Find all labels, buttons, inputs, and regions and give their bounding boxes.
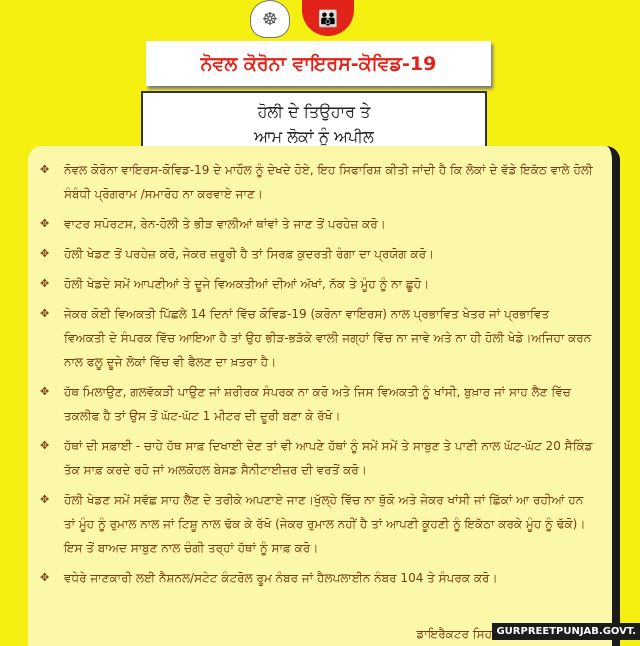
bullet-icon: ✥: [40, 217, 50, 230]
punjab-government-emblem-icon: ☸: [250, 0, 290, 38]
bullet-icon: ✥: [40, 307, 50, 320]
advisory-card: [28, 146, 620, 646]
list-item: [40, 566, 594, 590]
list-item-text: ਹੋਲੀ ਖੇਡਣ ਸਮੇਂ ਸਵੱਛ ਸਾਹ ਲੈਣ ਦੇ ਤਰੀਕੇ ਅਪਣਾਏ ਜਾਣ।ਖੁੱਲ੍ਹੇ ਵਿੱਚ ਨਾ ਥੁੱਕੋ ਅਤੇ ਜੇਕਰ ਖਾਂਸੀ ਜਾਂ ਛਿੱਕਾਂ ਆ ਰਹੀਆਂ ਹਨ ਤਾਂ ਮੂੰਹ ਨੂੰ ਰੁਮਾਲ ਨਾਲ ਜਾਂ ਟਿਸ਼ੂ ਨਾਲ ਢੱਕ ਕੇ ਰੱਖੋ (ਜੇਕਰ ਰੁਮਾਲ ਨਹੀਂ ਹੈ ਤਾਂ ਆਪਣੀ ਕੂਹਣੀ ਨੂੰ ਇਕੱਠਾ ਕਰਕੇ ਮੂੰਹ ਨੂੰ ਢੱਕੋ)।ਇਸ ਤੋਂ ਬਾਅਦ ਸਾਬੁਣ ਨਾਲ ਚੰਗੀ ਤਰ੍ਹਾਂ ਹੱਥਾਂ ਨੂੰ ਸਾਫ਼ ਕਰੋ।: [64, 493, 586, 555]
list-item-text: ਜੇਕਰ ਕੋਈ ਵਿਅਕਤੀ ਪਿੱਛਲੇ 14 ਦਿਨਾਂ ਵਿੱਚ ਕੋਵਿਡ-19 (ਕਰੋਨਾ ਵਾਇਰਸ) ਨਾਲ ਪ੍ਰਭਾਵਿਤ ਖੇਤਰ ਜਾਂ ਪ੍ਰਭਾਵਿਤ ਵਿਅਕਤੀ ਦੇ ਸੰਪਰਕ ਵਿੱਚ ਆਇਆ ਹੈ ਤਾਂ ਉਹ ਭੀੜ-ਭੜੱਕੇ ਵਾਲੀ ਜਗ੍ਹਾਂ ਵਿੱਚ ਨਾ ਜਾਵੇ ਅਤੇ ਨਾ ਹੀ ਹੋਲੀ ਖੇਡੇ।ਅਜਿਹਾ ਕਰਨ ਨਾਲ ਫਲੂ ਦੂਜੇ ਲੋਕਾਂ ਵਿੱਚ ਵੀ ਫੈਲਣ ਦਾ ਖ਼ਤਰਾ ਹੈ।: [64, 307, 592, 369]
list-item: [40, 380, 594, 428]
header-logos: [250, 0, 360, 38]
list-item-text: ਹੋਲੀ ਖੇਡਣ ਤੋਂ ਪਰਹੇਜ਼ ਕਰੋ, ਜੇਕਰ ਜ਼ਰੂਰੀ ਹੈ ਤਾਂ ਸਿਰਫ਼ ਕੁਦਰਤੀ ਰੰਗਾ ਦਾ ਪ੍ਰਯੋਗ ਕਰੋ।: [64, 247, 435, 261]
list-item: [40, 302, 594, 374]
bullet-icon: ✥: [40, 439, 50, 452]
bullet-icon: ✥: [40, 163, 50, 176]
list-item: [40, 488, 594, 560]
watermark: GURPREETPUNJAB.GOVT.: [492, 623, 640, 640]
bullet-icon: ✥: [40, 277, 50, 290]
list-item: [40, 242, 594, 266]
bullet-icon: ✥: [40, 493, 50, 506]
bullet-icon: ✥: [40, 571, 50, 584]
advisory-list: [40, 158, 594, 590]
subtitle-line-2: ਆਮ ਲੋਕਾਂ ਨੂੰ ਅਪੀਲ: [254, 127, 374, 146]
title-banner: [146, 41, 491, 86]
list-item-text: ਹੱਥਾਂ ਦੀ ਸਫ਼ਾਈ - ਚਾਹੇ ਹੱਥ ਸਾਫ਼ ਦਿਖਾਈ ਦੇਣ ਤਾਂ ਵੀ ਆਪਣੇ ਹੱਥਾਂ ਨੂੰ ਸਮੇਂ ਸਮੇਂ ਤੇ ਸਾਬੁਣ ਤੇ ਪਾਣੀ ਨਾਲ ਘੱਟ-ਘੱਟ 20 ਸੈਕਿੰਡ ਤੱਕ ਸਾਫ਼ ਕਰਦੇ ਰਹੋ ਜਾਂ ਅਲਕੋਹਲ ਬੇਸਡ ਸੈਨੀਟਾਈਜ਼ਰ ਦੀ ਵਰਤੋਂ ਕਰੋ।: [64, 439, 593, 477]
list-item-text: ਨੋਵਲ ਕੋਰੋਨਾ ਵਾਇਰਸ-ਕੋਵਿਡ-19 ਦੇ ਮਾਹੌਲ ਨੂੰ ਦੇਖਦੇ ਹੋਏ, ਇਹ ਸਿਫਾਰਿਸ਼ ਕੀਤੀ ਜਾਂਦੀ ਹੈ ਕਿ ਲੋਕਾਂ ਦੇ ਵੱਡੇ ਇਕੱਠ ਵਾਲੇ ਹੋਲੀ ਸੰਬੰਧੀ ਪ੍ਰੋਗਰਾਮ /ਸਮਾਰੋਹ ਨਾ ਕਰਵਾਏ ਜਾਣ।: [64, 163, 593, 201]
list-item: [40, 272, 594, 296]
list-item-text: ਹੋਲੀ ਖੇਡਦੇ ਸਮੇਂ ਆਪਣੀਆਂ ਤੇ ਦੂਜੇ ਵਿਅਕਤੀਆਂ ਦੀਆਂ ਅੱਖਾਂ, ਨੱਕ ਤੇ ਮੂੰਹ ਨੂੰ ਨਾ ਛੂਹੋ।: [64, 277, 430, 291]
page-title: ਨੋਵਲ ਕੋਰੋਨਾ ਵਾਇਰਸ-ਕੋਵਿਡ-19: [200, 52, 437, 75]
signature: ਡਾਇਰੈਕਟਰ ਸਿਹ: [416, 627, 492, 641]
bullet-icon: ✥: [40, 385, 50, 398]
list-item-text: ਵਧੇਰੇ ਜਾਣਕਾਰੀ ਲਈ ਨੈਸ਼ਨਲ/ਸਟੇਟ ਕੰਟਰੋਲ ਰੂਮ ਨੰਬਰ ਜਾਂ ਹੈਲਪਲਾਈਨ ਨੰਬਰ 104 ਤੇ ਸੰਪਰਕ ਕਰੋ।: [64, 571, 498, 585]
list-item: [40, 212, 594, 236]
list-item: [40, 434, 594, 482]
bullet-icon: ✥: [40, 247, 50, 260]
list-item-text: ਹੱਥ ਮਿਲਾਉਣ, ਗਲਵੱਕੜੀ ਪਾਉਣ ਜਾਂ ਸ਼ਰੀਰਕ ਸੰਪਰਕ ਨਾ ਕਰੋ ਅਤੇ ਜਿਸ ਵਿਅਕਤੀ ਨੂੰ ਖਾਂਸੀ, ਬੁਖ਼ਾਰ ਜਾਂ ਸਾਹ ਲੈਣ ਵਿੱਚ ਤਕਲੀਫ ਹੈ ਤਾਂ ਉਸ ਤੋਂ ਘੱਟ-ਘੱਟ 1 ਮੀਟਰ ਦੀ ਦੂਰੀ ਬਣਾ ਕੇ ਰੱਖੋ।: [64, 385, 571, 423]
national-health-mission-logo-icon: 👪: [302, 0, 354, 36]
subtitle-line-1: ਹੋਲੀ ਦੇ ਤਿਉਹਾਰ ਤੇ: [257, 102, 371, 121]
list-item: [40, 158, 594, 206]
list-item-text: ਵਾਟਰ ਸਪੋਰਟਸ, ਰੇਨ-ਹੋਲੀ ਤੇ ਭੀੜ ਵਾਲੀਆਂ ਥਾਂਵਾਂ ਤੇ ਜਾਣ ਤੋਂ ਪਰਹੇਜ਼ ਕਰੋ।: [64, 217, 386, 231]
